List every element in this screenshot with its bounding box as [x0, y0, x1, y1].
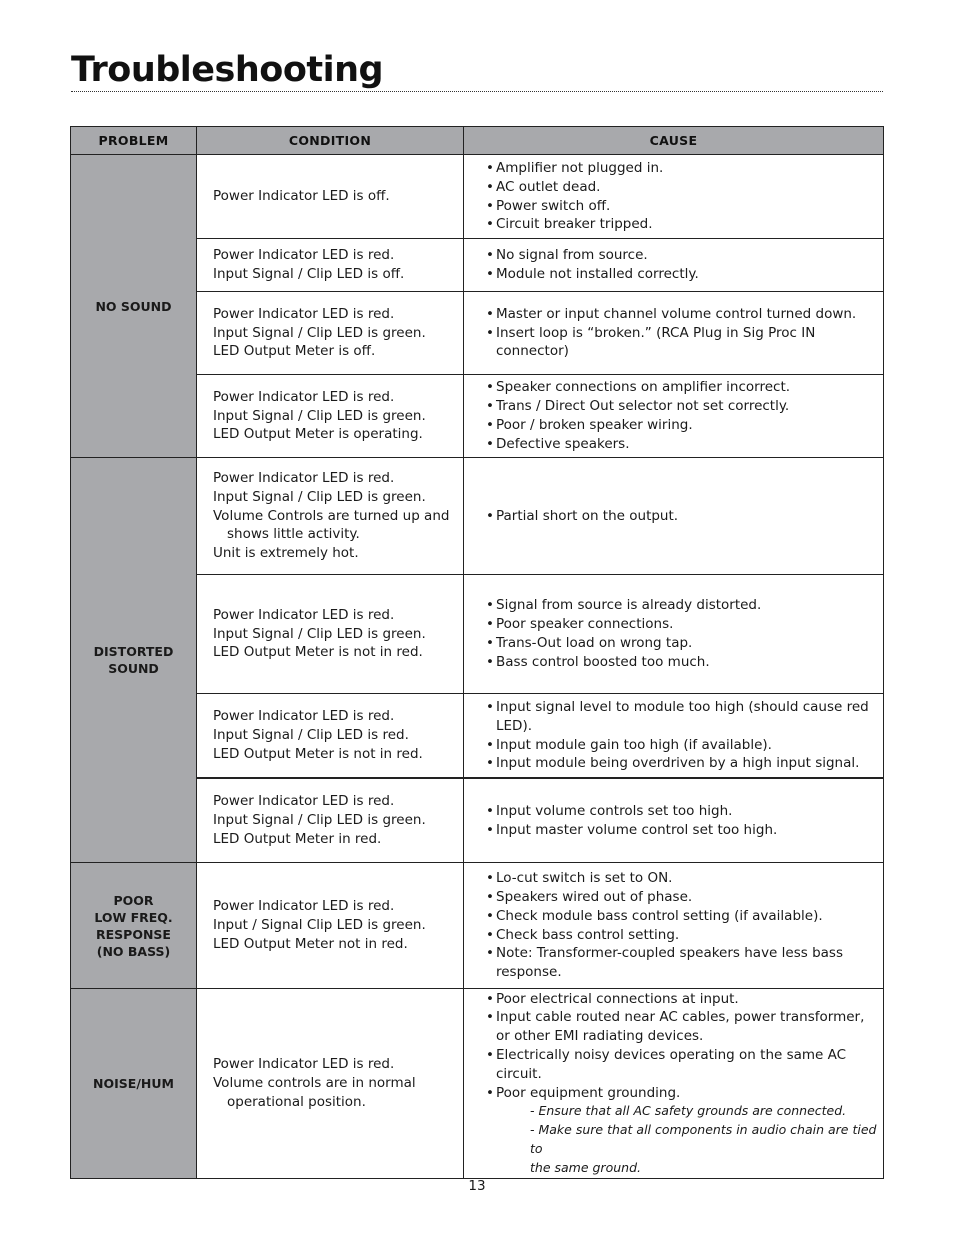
- condition-line: LED Output Meter is not in red.: [213, 745, 423, 762]
- condition-line: operational position.: [227, 1093, 366, 1110]
- cause-list: [496, 378, 790, 453]
- cause-list: [496, 869, 877, 982]
- condition-line: Input Signal / Clip LED is green.: [213, 625, 426, 642]
- cause-cell: [464, 989, 883, 1178]
- problem-noise-hum: [71, 989, 197, 1178]
- cause-cell: [464, 458, 883, 575]
- cause-cell: [464, 375, 883, 458]
- condition-cell: [197, 239, 464, 292]
- condition-line: Power Indicator LED is off.: [213, 188, 390, 205]
- cause-item: • Electrically noisy devices operating on the same AC circuit.: [496, 1046, 877, 1084]
- condition-line: Unit is extremely hot.: [213, 545, 359, 562]
- problem-no-sound: [71, 155, 197, 458]
- cause-list: [496, 802, 777, 840]
- cause-list: [496, 246, 699, 284]
- cause-list: [496, 159, 663, 234]
- condition-line: Power Indicator LED is red.: [213, 708, 395, 725]
- condition-line: Input Signal / Clip LED is green.: [213, 407, 426, 424]
- condition-line: Input / Signal Clip LED is green.: [213, 917, 426, 934]
- cause-cell: [464, 292, 883, 375]
- condition-line: Input Signal / Clip LED is green.: [213, 324, 426, 341]
- cause-item: • Trans-Out load on wrong tap.: [496, 634, 761, 653]
- cause-cell: [464, 239, 883, 292]
- condition-line: Power Indicator LED is red.: [213, 470, 395, 486]
- header-condition: CONDITION: [197, 127, 464, 155]
- cause-item: • Power switch off.: [496, 197, 663, 216]
- condition-cell: [197, 694, 464, 778]
- cause-list: [496, 596, 761, 671]
- grounding-subnote: the same ground.: [530, 1159, 641, 1175]
- condition-line: Power Indicator LED is red.: [213, 305, 395, 322]
- cause-item: • Poor speaker connections.: [496, 615, 761, 634]
- condition-line: Input Signal / Clip LED is red.: [213, 727, 409, 744]
- condition-line: LED Output Meter not in red.: [213, 935, 408, 952]
- cause-item: • Lo-cut switch is set to ON.: [496, 869, 877, 888]
- problem-label-line: POOR: [113, 892, 154, 908]
- condition-cell: [197, 375, 464, 458]
- condition-line: Power Indicator LED is red.: [213, 606, 395, 623]
- condition-line: Power Indicator LED is red.: [213, 1056, 395, 1073]
- condition-line: shows little activity.: [227, 526, 360, 543]
- cause-item: • Trans / Direct Out selector not set correctly.: [496, 397, 790, 416]
- cause-cell: [464, 778, 883, 863]
- cause-item: • Signal from source is already distorted.: [496, 596, 761, 615]
- cause-item: • Speakers wired out of phase.: [496, 888, 877, 907]
- cause-item: • Input master volume control set too high.: [496, 821, 777, 840]
- cause-item: • Circuit breaker tripped.: [496, 215, 663, 234]
- cause-item: • Master or input channel volume control turned down.: [496, 305, 877, 324]
- cause-item: • Speaker connections on amplifier incorrect.: [496, 378, 790, 397]
- cause-item: • Amplifier not plugged in.: [496, 159, 663, 178]
- cause-item: • Poor equipment grounding.: [496, 1084, 877, 1103]
- cause-list: [496, 507, 678, 526]
- cause-item: • Insert loop is “broken.” (RCA Plug in Sig Proc IN connector): [496, 324, 877, 362]
- problem-label-line: RESPONSE: [96, 926, 171, 942]
- cause-item: • Note: Transformer-coupled speakers have less bass response.: [496, 944, 877, 982]
- condition-line: LED Output Meter is not in red.: [213, 644, 423, 661]
- cause-item: • Input module being overdriven by a high input signal.: [496, 754, 877, 773]
- condition-cell: [197, 292, 464, 375]
- cause-item: • Check bass control setting.: [496, 926, 877, 945]
- problem-label-line: (NO BASS): [96, 943, 171, 959]
- cause-item: • Check module bass control setting (if available).: [496, 907, 877, 926]
- page-number: 13: [468, 1178, 486, 1194]
- condition-cell: [197, 575, 464, 694]
- problem-label-line: NOISE/HUM: [93, 1076, 174, 1091]
- cause-cell: [464, 694, 883, 778]
- condition-cell: [197, 989, 464, 1178]
- condition-line: Power Indicator LED is red.: [213, 247, 395, 264]
- problem-poor-low-freq: [71, 863, 197, 989]
- condition-line: Input Signal / Clip LED is green.: [213, 812, 426, 829]
- cause-item: • AC outlet dead.: [496, 178, 663, 197]
- condition-line: LED Output Meter is operating.: [213, 426, 423, 443]
- condition-cell: [197, 778, 464, 863]
- cause-cell: [464, 575, 883, 694]
- cause-item: • Module not installed correctly.: [496, 265, 699, 284]
- cause-cell: [464, 863, 883, 989]
- cause-item: • Poor / broken speaker wiring.: [496, 416, 790, 435]
- header-problem: PROBLEM: [71, 127, 197, 155]
- condition-line: LED Output Meter in red.: [213, 830, 382, 847]
- cause-item: • Input volume controls set too high.: [496, 802, 777, 821]
- condition-line: Power Indicator LED is red.: [213, 793, 395, 810]
- cause-item: • Input cable routed near AC cables, power transformer, or other EMI radiating devices.: [496, 1008, 877, 1046]
- cause-item: • No signal from source.: [496, 246, 699, 265]
- cause-item: • Partial short on the output.: [496, 507, 678, 526]
- condition-line: Power Indicator LED is red.: [213, 388, 395, 405]
- condition-cell: [197, 863, 464, 989]
- cause-cell: [464, 155, 883, 239]
- title-divider: [71, 91, 883, 92]
- problem-label-line: LOW FREQ.: [94, 909, 173, 925]
- condition-line: Volume controls are in normal: [213, 1075, 416, 1092]
- condition-line: Input Signal / Clip LED is green.: [213, 488, 426, 505]
- header-cause: CAUSE: [464, 127, 883, 155]
- grounding-subnote: - Make sure that all components in audio chain are tied to: [530, 1122, 877, 1156]
- cause-list: [496, 305, 877, 361]
- problem-label-line: DISTORTED: [93, 644, 174, 659]
- condition-line: LED Output Meter is off.: [213, 343, 376, 360]
- grounding-subnote: - Ensure that all AC safety grounds are connected.: [530, 1103, 847, 1119]
- problem-label-line: SOUND: [108, 661, 159, 676]
- condition-cell: [197, 458, 464, 575]
- cause-item: • Input module gain too high (if available).: [496, 736, 877, 755]
- problem-distorted-sound: [71, 458, 197, 863]
- condition-line: Power Indicator LED is red.: [213, 898, 395, 915]
- problem-label-line: NO SOUND: [95, 298, 172, 314]
- cause-item: • Bass control boosted too much.: [496, 653, 761, 672]
- cause-item: • Poor electrical connections at input.: [496, 990, 877, 1009]
- troubleshooting-table: [70, 126, 884, 1179]
- cause-item: • Input signal level to module too high (should cause red LED).: [496, 698, 877, 736]
- condition-line: Volume Controls are turned up and: [213, 507, 450, 524]
- page-title: Troubleshooting: [71, 50, 384, 90]
- cause-list: [496, 990, 877, 1103]
- condition-cell: [197, 155, 464, 239]
- cause-list: [496, 698, 877, 773]
- condition-line: Input Signal / Clip LED is off.: [213, 266, 405, 282]
- cause-item: • Defective speakers.: [496, 435, 790, 454]
